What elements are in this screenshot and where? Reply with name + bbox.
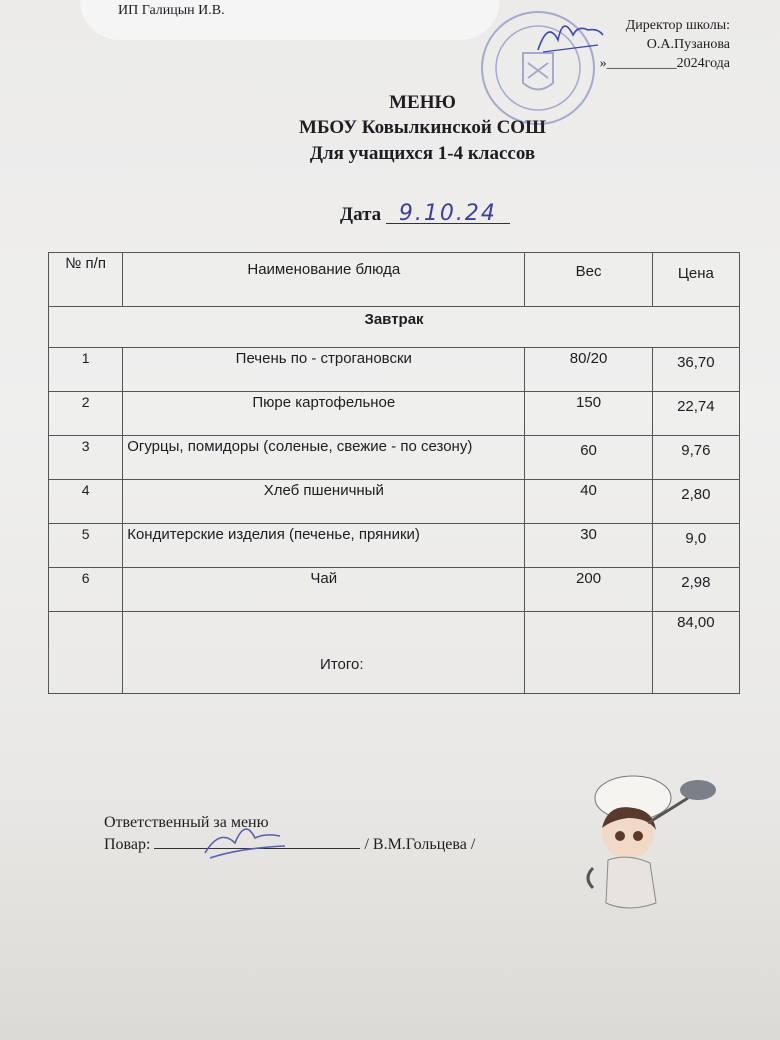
approval-date: »__________2024года: [599, 56, 730, 71]
row-num: 5: [49, 524, 123, 568]
row-price: 2,98: [652, 568, 739, 612]
row-num: 4: [49, 480, 123, 524]
school-name: МБОУ Ковылкинской СОШ: [299, 117, 546, 138]
row-price: 9,0: [652, 524, 739, 568]
total-empty-weight: [525, 612, 652, 694]
row-name: Огурцы, помидоры (соленые, свежие - по сезону): [123, 436, 525, 480]
grade-subtitle: Для учащихся 1-4 классов: [309, 143, 536, 164]
row-name: Кондитерские изделия (печенье, пряники): [123, 524, 525, 568]
table-header-row: [49, 253, 740, 307]
row-weight: 80/20: [525, 348, 652, 392]
row-num: 1: [49, 348, 123, 392]
section-row: [49, 307, 740, 348]
responsible-label: Ответственный за меню: [104, 814, 269, 831]
row-weight: 60: [525, 436, 652, 480]
date-value: 9.10.24: [386, 205, 510, 224]
row-weight: 30: [525, 524, 652, 568]
menu-table: [48, 252, 740, 694]
table-row: [49, 392, 740, 436]
header-num: № п/п: [49, 253, 123, 307]
director-title: Директор школы:: [625, 18, 730, 33]
total-value: 84,00: [652, 612, 739, 694]
total-empty-num: [49, 612, 123, 694]
row-name: Печень по - строгановски: [123, 348, 525, 392]
supplier-name: ИП Галицын И.В.: [118, 3, 225, 18]
total-label: Итого:: [123, 612, 525, 694]
row-price: 9,76: [652, 436, 739, 480]
row-price: 22,74: [652, 392, 739, 436]
chef-cartoon-image: [578, 768, 728, 918]
table-row: [49, 436, 740, 480]
row-name: Пюре картофельное: [123, 392, 525, 436]
table-row: [49, 568, 740, 612]
header-name: Наименование блюда: [123, 253, 525, 307]
menu-title: МЕНЮ: [389, 92, 456, 113]
table-row: [49, 480, 740, 524]
date-row: [340, 201, 510, 226]
total-row: [49, 612, 740, 694]
director-name: О.А.Пузанова: [646, 37, 730, 52]
row-price: 36,70: [652, 348, 739, 392]
approval-block: [600, 16, 730, 73]
row-num: 6: [49, 568, 123, 612]
cook-signature: [190, 808, 300, 868]
row-weight: 40: [525, 480, 652, 524]
row-weight: 150: [525, 392, 652, 436]
cook-name: / В.М.Гольцева /: [364, 836, 476, 853]
row-weight: 200: [525, 568, 652, 612]
table-row: [49, 524, 740, 568]
director-signature: [528, 10, 608, 60]
row-name: Чай: [123, 568, 525, 612]
cook-label: Повар:: [104, 836, 151, 853]
section-breakfast: Завтрак: [49, 307, 740, 348]
row-price: 2,80: [652, 480, 739, 524]
date-label: Дата: [340, 204, 382, 225]
row-num: 2: [49, 392, 123, 436]
table-row: [49, 348, 740, 392]
row-name: Хлеб пшеничный: [123, 480, 525, 524]
row-num: 3: [49, 436, 123, 480]
header-price: Цена: [652, 253, 739, 307]
header-weight: Вес: [525, 253, 652, 307]
